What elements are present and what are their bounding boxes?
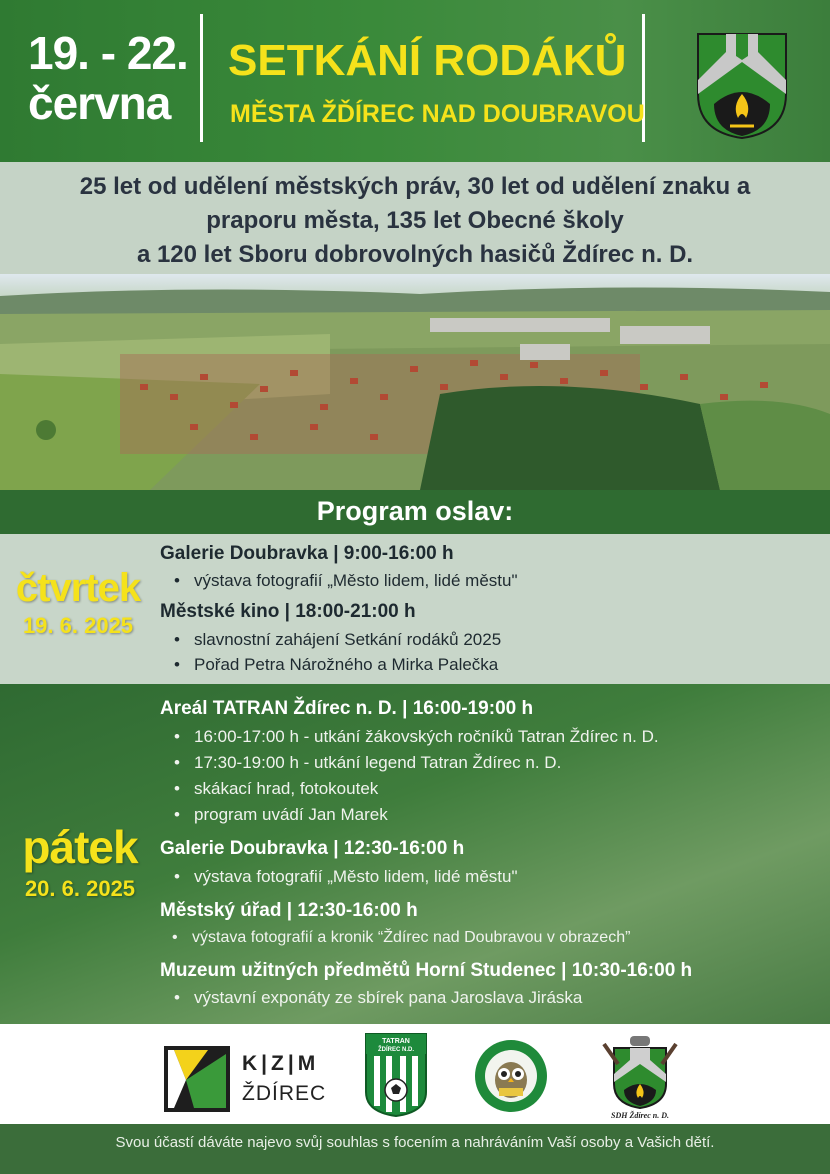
event-dates xyxy=(28,28,188,128)
kzm-logo-subtext: ŽDÍREC xyxy=(242,1082,327,1105)
town-crest-icon xyxy=(696,32,788,140)
fri-event-item: • program uvádí Jan Marek xyxy=(194,805,388,825)
fri-event-item: • výstava fotografií „Město lidem, lidé městu" xyxy=(194,867,518,887)
main-subtitle: MĚSTA ŽĎÍREC NAD DOUBRAVOU xyxy=(230,100,645,128)
friday-date: 20. 6. 2025 xyxy=(24,876,136,901)
month-text: června xyxy=(28,77,171,129)
kzm-logo-icon xyxy=(164,1046,230,1112)
sdh-firefighters-logo-icon xyxy=(600,1034,680,1120)
fri-event-item: • výstava fotografií a kronik “Ždírec nad Doubravou v obrazech” xyxy=(192,929,630,947)
main-title: SETKÁNÍ RODÁKŮ xyxy=(228,36,627,85)
thu-event-item: • slavnostní zahájení Setkání rodáků 2025 xyxy=(194,630,501,650)
thursday-date: 19. 6. 2025 xyxy=(22,613,134,638)
fri-event-item: • 16:00-17:00 h - utkání žákovských ročníků Tatran Ždírec n. D. xyxy=(194,727,659,747)
thursday-label xyxy=(10,566,146,639)
divider-left xyxy=(200,14,203,142)
fri-event-venue: Galerie Doubravka | 12:30-16:00 h xyxy=(160,838,465,859)
svg-text:TATRAN: TATRAN xyxy=(382,1038,410,1045)
friday-day: pátek xyxy=(22,821,138,873)
fri-event-item: • skákací hrad, fotokoutek xyxy=(194,779,378,799)
fri-event-venue: Areál TATRAN Ždírec n. D. | 16:00-19:00 h xyxy=(160,698,534,719)
fri-event-venue: Muzeum užitných předmětů Horní Studenec | 10:30-16:00 h xyxy=(160,960,693,981)
anniversary-line-1: 25 let od udělení městských práv, 30 let od udělení znaku a xyxy=(79,173,751,200)
fri-event-item: • 17:30-19:00 h - utkání legend Tatran Ždírec n. D. xyxy=(194,753,561,773)
thu-event-item: • Pořad Petra Nárožného a Mirka Palečka xyxy=(194,655,498,675)
thursday-day: čtvrtek xyxy=(15,566,141,610)
fri-event-item: • výstavní exponáty ze sbírek pana Jaroslava Jiráska xyxy=(194,988,582,1008)
tatran-logo-icon xyxy=(364,1032,428,1118)
anniversary-text xyxy=(0,170,830,272)
thu-event-item: • výstava fotografií „Město lidem, lidé městu" xyxy=(194,571,518,591)
thu-event-venue: Galerie Doubravka | 9:00-16:00 h xyxy=(160,543,454,564)
consent-notice: Svou účastí dáváte najevo svůj souhlas s focením a nahráváním Vaší osoby a Vašich dětí. xyxy=(115,1134,715,1151)
fri-event-venue: Městský úřad | 12:30-16:00 h xyxy=(160,900,418,921)
school-owl-logo-icon xyxy=(474,1036,548,1116)
thu-event-venue: Městské kino | 18:00-21:00 h xyxy=(160,601,416,622)
friday-label xyxy=(14,820,146,902)
anniversary-line-3: a 120 let Sboru dobrovolných hasičů Ždírec n. D. xyxy=(136,241,694,268)
anniversary-line-2: praporu města, 135 let Obecné školy xyxy=(206,207,624,234)
svg-text:ŽDÍREC N.D.: ŽDÍREC N.D. xyxy=(378,1047,414,1053)
sdh-logo-text: SDH Ždírec n. D. xyxy=(611,1111,669,1120)
kzm-logo-text: K|Z|M xyxy=(242,1052,320,1075)
town-aerial-photo xyxy=(0,274,830,490)
dates-text: 19. - 22. xyxy=(28,27,188,79)
program-heading: Program oslav: xyxy=(316,496,514,526)
